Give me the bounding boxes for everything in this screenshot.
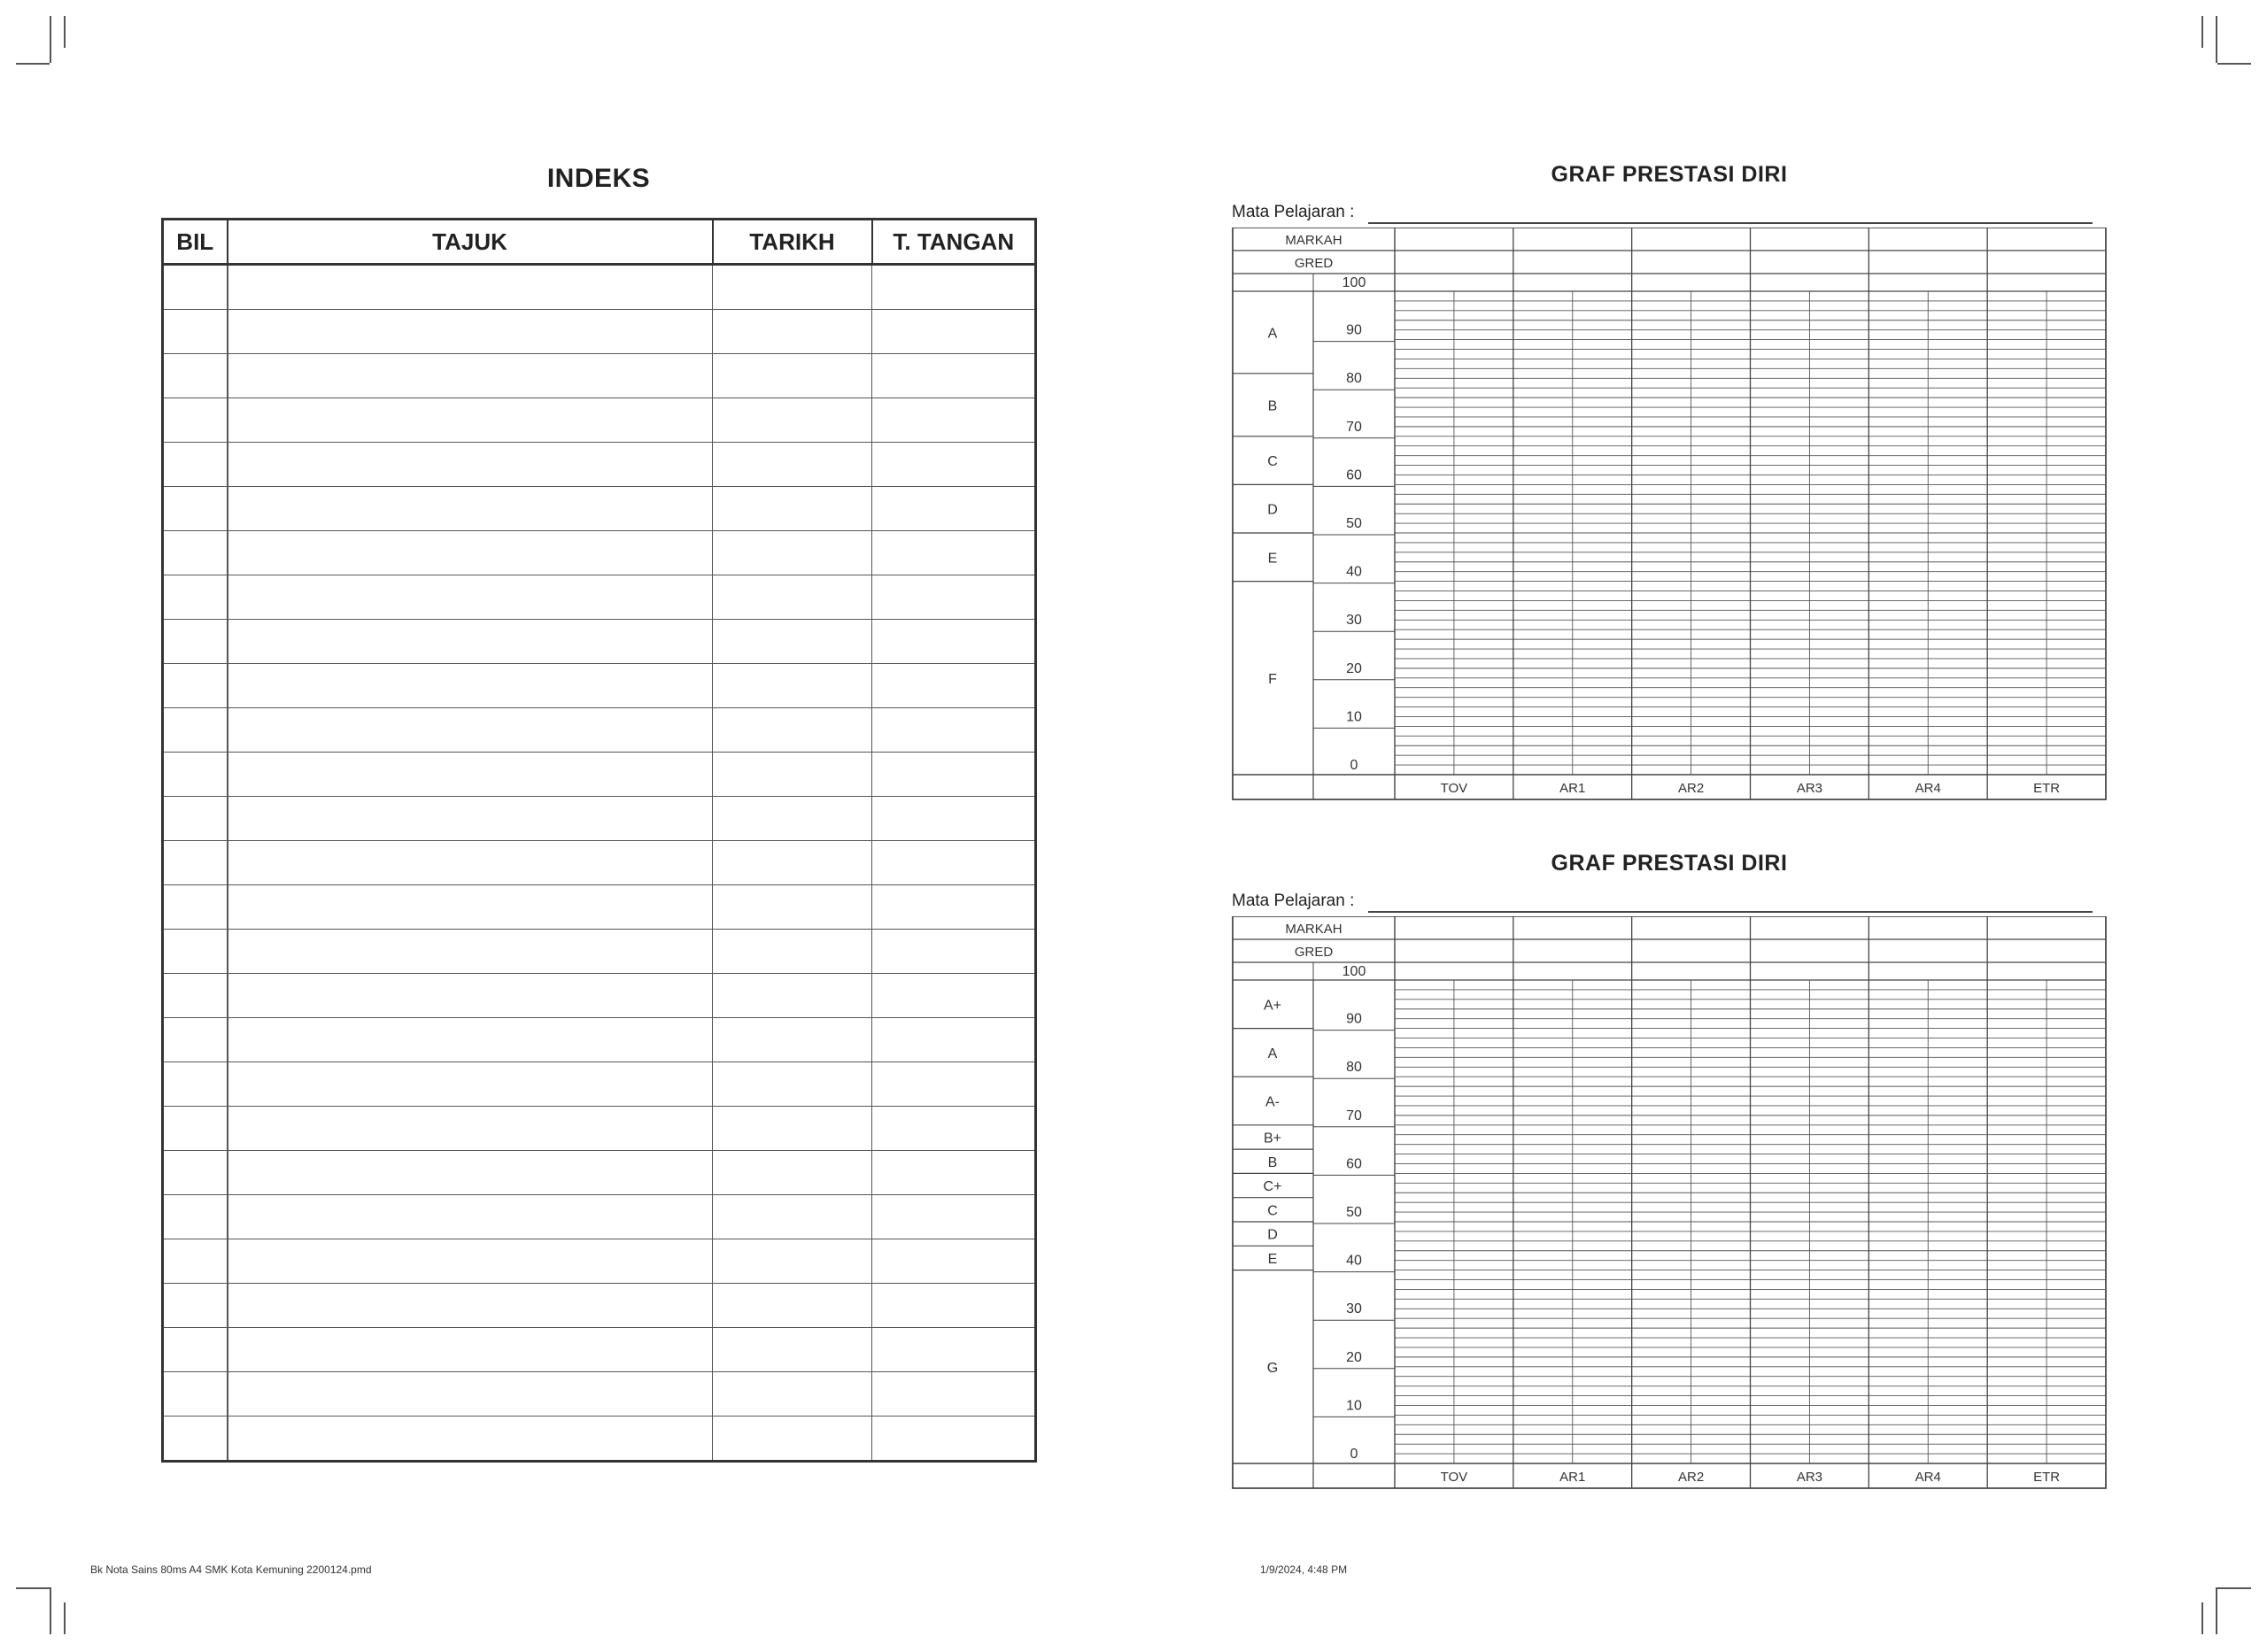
index-header-row	[163, 220, 1036, 265]
grade-label: G	[1266, 1360, 1279, 1376]
index-row	[163, 531, 1036, 575]
graph-title: GRAF PRESTASI DIRI	[1551, 162, 1788, 187]
tajuk-cell[interactable]	[228, 930, 713, 974]
graph-panel-2	[1232, 851, 2107, 1497]
tandatangan-cell[interactable]	[872, 1284, 1036, 1328]
crop-mark	[2216, 16, 2217, 63]
scale-value: 30	[1346, 613, 1362, 629]
tandatangan-cell[interactable]	[872, 1018, 1036, 1062]
markah-input-cell[interactable]	[1513, 916, 1632, 939]
bil-cell[interactable]	[163, 1151, 228, 1195]
tajuk-cell[interactable]	[228, 1239, 713, 1284]
index-row	[163, 1372, 1036, 1417]
bil-cell[interactable]	[163, 753, 228, 797]
grade-label: A-	[1265, 1094, 1280, 1110]
tarikh-cell[interactable]	[713, 1195, 872, 1239]
subject-input-line[interactable]	[1368, 222, 2093, 224]
column-label: AR3	[1796, 781, 1823, 796]
column-label: ETR	[2033, 781, 2061, 796]
tajuk-cell[interactable]	[228, 354, 713, 398]
bil-cell[interactable]	[163, 620, 228, 664]
markah-input-cell[interactable]	[1513, 228, 1632, 251]
column-label: AR1	[1559, 781, 1586, 796]
tarikh-cell[interactable]	[713, 1062, 872, 1107]
tajuk-cell[interactable]	[228, 575, 713, 620]
tarikh-cell[interactable]	[713, 708, 872, 753]
tajuk-cell[interactable]	[228, 664, 713, 708]
tajuk-cell[interactable]	[228, 797, 713, 841]
scale-value: 60	[1346, 1156, 1362, 1172]
tarikh-cell[interactable]	[713, 575, 872, 620]
crop-mark	[64, 1602, 66, 1634]
scale-value: 0	[1350, 758, 1358, 773]
column-label: AR2	[1677, 781, 1705, 796]
scale-value: 50	[1346, 1205, 1362, 1220]
tarikh-cell[interactable]	[713, 753, 872, 797]
crop-mark	[50, 16, 51, 63]
tandatangan-cell[interactable]	[872, 930, 1036, 974]
tarikh-cell[interactable]	[713, 930, 872, 974]
crop-mark	[2201, 16, 2203, 48]
tandatangan-cell[interactable]	[872, 487, 1036, 531]
bil-cell[interactable]	[163, 1195, 228, 1239]
bil-cell[interactable]	[163, 797, 228, 841]
column-label: ETR	[2033, 1470, 2061, 1485]
subject-input-line[interactable]	[1368, 911, 2093, 913]
column-label: TOV	[1440, 1470, 1468, 1485]
markah-input-cell[interactable]	[1869, 228, 1987, 251]
tajuk-cell[interactable]	[228, 885, 713, 930]
gred-input-cell[interactable]	[1751, 939, 1869, 962]
tajuk-cell[interactable]	[228, 1328, 713, 1372]
grade-label: F	[1268, 671, 1277, 687]
bil-cell[interactable]	[163, 1239, 228, 1284]
scale-value: 10	[1346, 709, 1362, 725]
tandatangan-cell[interactable]	[872, 310, 1036, 354]
grade-label: E	[1267, 551, 1278, 567]
index-row	[163, 708, 1036, 753]
index-row	[163, 753, 1036, 797]
bil-cell[interactable]	[163, 531, 228, 575]
index-title: INDEKS	[546, 164, 651, 193]
scale-value: 90	[1346, 1011, 1362, 1027]
tajuk-cell[interactable]	[228, 1151, 713, 1195]
header-bil: BIL	[163, 220, 228, 265]
tandatangan-cell[interactable]	[872, 620, 1036, 664]
tandatangan-cell[interactable]	[872, 974, 1036, 1018]
tandatangan-cell[interactable]	[872, 664, 1036, 708]
grade-label: B+	[1263, 1131, 1282, 1146]
tajuk-cell[interactable]	[228, 398, 713, 443]
tarikh-cell[interactable]	[713, 1372, 872, 1417]
markah-input-cell[interactable]	[1987, 916, 2106, 939]
tajuk-cell[interactable]	[228, 1107, 713, 1151]
index-row	[163, 354, 1036, 398]
tajuk-cell[interactable]	[228, 708, 713, 753]
tandatangan-cell[interactable]	[872, 398, 1036, 443]
tandatangan-cell[interactable]	[872, 885, 1036, 930]
tajuk-cell[interactable]	[228, 531, 713, 575]
index-row	[163, 841, 1036, 885]
tajuk-cell[interactable]	[228, 1417, 713, 1462]
grade-label: C	[1267, 454, 1278, 470]
bil-cell[interactable]	[163, 930, 228, 974]
tarikh-cell[interactable]	[713, 797, 872, 841]
tajuk-cell[interactable]	[228, 1284, 713, 1328]
tajuk-cell[interactable]	[228, 1062, 713, 1107]
tarikh-cell[interactable]	[713, 1107, 872, 1151]
tandatangan-cell[interactable]	[872, 1239, 1036, 1284]
bil-cell[interactable]	[163, 974, 228, 1018]
tajuk-cell[interactable]	[228, 443, 713, 487]
grade-label: B	[1267, 398, 1278, 414]
gred-input-cell[interactable]	[1869, 939, 1987, 962]
bil-cell[interactable]	[163, 1417, 228, 1462]
gred-input-cell[interactable]	[1987, 939, 2106, 962]
markah-input-cell[interactable]	[1395, 228, 1513, 251]
footer-timestamp: 1/9/2024, 4:48 PM	[1260, 1563, 1348, 1576]
markah-input-cell[interactable]	[1987, 228, 2106, 251]
tarikh-cell[interactable]	[713, 354, 872, 398]
bil-cell[interactable]	[163, 265, 228, 310]
grade-label: E	[1267, 1251, 1278, 1267]
tarikh-cell[interactable]	[713, 974, 872, 1018]
tandatangan-cell[interactable]	[872, 797, 1036, 841]
tarikh-cell[interactable]	[713, 398, 872, 443]
gred-input-cell[interactable]	[1395, 251, 1513, 274]
crop-mark	[50, 1587, 51, 1634]
header-tajuk: TAJUK	[228, 220, 713, 265]
gred-input-cell[interactable]	[1513, 251, 1632, 274]
tajuk-cell[interactable]	[228, 265, 713, 310]
markah-input-cell[interactable]	[1395, 916, 1513, 939]
index-row	[163, 974, 1036, 1018]
scale-value: 60	[1346, 467, 1362, 483]
scale-value: 70	[1346, 419, 1362, 435]
tarikh-cell[interactable]	[713, 487, 872, 531]
tajuk-cell[interactable]	[228, 1195, 713, 1239]
tarikh-cell[interactable]	[713, 1284, 872, 1328]
index-table	[161, 218, 1037, 1463]
markah-input-cell[interactable]	[1869, 916, 1987, 939]
scale-value: 100	[1342, 964, 1366, 979]
index-row	[163, 310, 1036, 354]
tarikh-cell[interactable]	[713, 531, 872, 575]
column-label: AR4	[1915, 1470, 1941, 1485]
tajuk-cell[interactable]	[228, 753, 713, 797]
tarikh-cell[interactable]	[713, 1328, 872, 1372]
column-label: AR2	[1677, 1470, 1705, 1485]
bil-cell[interactable]	[163, 575, 228, 620]
index-row	[163, 443, 1036, 487]
tandatangan-cell[interactable]	[872, 1195, 1036, 1239]
gred-input-cell[interactable]	[1632, 251, 1751, 274]
grade-label: B	[1267, 1154, 1278, 1170]
tandatangan-cell[interactable]	[872, 354, 1036, 398]
tarikh-cell[interactable]	[713, 1018, 872, 1062]
tarikh-cell[interactable]	[713, 620, 872, 664]
bil-cell[interactable]	[163, 1062, 228, 1107]
crop-mark	[16, 1587, 50, 1589]
gred-label: GRED	[1294, 945, 1334, 960]
crop-mark	[2217, 63, 2251, 65]
index-row	[163, 1328, 1036, 1372]
footer-filename: Bk Nota Sains 80ms A4 SMK Kota Kemuning 2200124.pmd	[90, 1563, 372, 1576]
index-row	[163, 885, 1036, 930]
crop-mark	[64, 16, 66, 48]
bil-cell[interactable]	[163, 841, 228, 885]
bil-cell[interactable]	[163, 310, 228, 354]
gred-input-cell[interactable]	[1751, 251, 1869, 274]
gred-label: GRED	[1294, 256, 1334, 271]
markah-label: MARKAH	[1285, 922, 1342, 937]
bil-cell[interactable]	[163, 664, 228, 708]
tajuk-cell[interactable]	[228, 1018, 713, 1062]
grade-label: D	[1267, 502, 1278, 518]
tandatangan-cell[interactable]	[872, 443, 1036, 487]
crop-mark	[2216, 1587, 2217, 1634]
bil-cell[interactable]	[163, 354, 228, 398]
grade-label: C	[1267, 1203, 1278, 1219]
index-row	[163, 487, 1036, 531]
tarikh-cell[interactable]	[713, 265, 872, 310]
graph-panel-1	[1232, 162, 2107, 808]
index-row	[163, 930, 1036, 974]
bil-cell[interactable]	[163, 1107, 228, 1151]
index-row	[163, 265, 1036, 310]
tarikh-cell[interactable]	[713, 885, 872, 930]
tarikh-cell[interactable]	[713, 443, 872, 487]
tajuk-cell[interactable]	[228, 974, 713, 1018]
gred-input-cell[interactable]	[1987, 251, 2106, 274]
scale-value: 20	[1346, 1349, 1362, 1365]
scale-value: 0	[1350, 1447, 1358, 1462]
performance-grid-1	[1232, 228, 2107, 803]
markah-input-cell[interactable]	[1632, 228, 1751, 251]
bil-cell[interactable]	[163, 708, 228, 753]
tarikh-cell[interactable]	[713, 1239, 872, 1284]
column-label: AR3	[1796, 1470, 1823, 1485]
scale-value: 80	[1346, 371, 1362, 387]
scale-value: 40	[1346, 1253, 1362, 1269]
index-row	[163, 620, 1036, 664]
index-row	[163, 575, 1036, 620]
tandatangan-cell[interactable]	[872, 265, 1036, 310]
tajuk-cell[interactable]	[228, 487, 713, 531]
crop-mark	[2217, 1587, 2251, 1589]
tajuk-cell[interactable]	[228, 1372, 713, 1417]
index-row	[163, 398, 1036, 443]
grade-label: A	[1267, 1046, 1278, 1061]
bil-cell[interactable]	[163, 443, 228, 487]
tandatangan-cell[interactable]	[872, 1062, 1036, 1107]
scale-value: 100	[1342, 275, 1366, 290]
index-row	[163, 1018, 1036, 1062]
scale-value: 20	[1346, 660, 1362, 676]
gred-input-cell[interactable]	[1869, 251, 1987, 274]
scale-value: 30	[1346, 1301, 1362, 1317]
gred-input-cell[interactable]	[1632, 939, 1751, 962]
subject-label: Mata Pelajaran :	[1232, 203, 1355, 221]
tarikh-cell[interactable]	[713, 1151, 872, 1195]
grade-label: D	[1267, 1227, 1278, 1243]
tandatangan-cell[interactable]	[872, 1372, 1036, 1417]
header-tandatangan: T. TANGAN	[872, 220, 1036, 265]
index-row	[163, 1239, 1036, 1284]
bil-cell[interactable]	[163, 885, 228, 930]
bil-cell[interactable]	[163, 1284, 228, 1328]
tandatangan-cell[interactable]	[872, 531, 1036, 575]
gred-input-cell[interactable]	[1395, 939, 1513, 962]
index-row	[163, 1151, 1036, 1195]
scale-value: 40	[1346, 564, 1362, 580]
bil-cell[interactable]	[163, 1372, 228, 1417]
column-label: TOV	[1440, 781, 1468, 796]
tandatangan-cell[interactable]	[872, 1417, 1036, 1462]
tajuk-cell[interactable]	[228, 841, 713, 885]
tajuk-cell[interactable]	[228, 620, 713, 664]
tandatangan-cell[interactable]	[872, 1328, 1036, 1372]
tarikh-cell[interactable]	[713, 841, 872, 885]
index-row	[163, 664, 1036, 708]
crop-mark	[2201, 1602, 2203, 1634]
crop-mark	[16, 63, 50, 65]
tajuk-cell[interactable]	[228, 310, 713, 354]
grade-label: C+	[1263, 1179, 1282, 1195]
index-row	[163, 1062, 1036, 1107]
markah-input-cell[interactable]	[1632, 916, 1751, 939]
scale-value: 50	[1346, 516, 1362, 531]
markah-input-cell[interactable]	[1751, 916, 1869, 939]
graph-title: GRAF PRESTASI DIRI	[1551, 851, 1788, 876]
tandatangan-cell[interactable]	[872, 841, 1036, 885]
bil-cell[interactable]	[163, 398, 228, 443]
tarikh-cell[interactable]	[713, 664, 872, 708]
bil-cell[interactable]	[163, 1018, 228, 1062]
tandatangan-cell[interactable]	[872, 1151, 1036, 1195]
tandatangan-cell[interactable]	[872, 708, 1036, 753]
tandatangan-cell[interactable]	[872, 1107, 1036, 1151]
index-row	[163, 1107, 1036, 1151]
index-body	[163, 265, 1036, 1462]
header-tarikh: TARIKH	[713, 220, 872, 265]
scale-value: 90	[1346, 322, 1362, 338]
column-label: AR4	[1915, 781, 1941, 796]
index-row	[163, 797, 1036, 841]
index-row	[163, 1195, 1036, 1239]
tandatangan-cell[interactable]	[872, 575, 1036, 620]
tarikh-cell[interactable]	[713, 310, 872, 354]
tandatangan-cell[interactable]	[872, 753, 1036, 797]
gred-input-cell[interactable]	[1513, 939, 1632, 962]
subject-label: Mata Pelajaran :	[1232, 892, 1355, 910]
scale-value: 80	[1346, 1060, 1362, 1076]
tarikh-cell[interactable]	[713, 1417, 872, 1462]
bil-cell[interactable]	[163, 487, 228, 531]
markah-label: MARKAH	[1285, 233, 1342, 248]
markah-input-cell[interactable]	[1751, 228, 1869, 251]
grade-label: A	[1267, 326, 1278, 342]
bil-cell[interactable]	[163, 1328, 228, 1372]
column-label: AR1	[1559, 1470, 1586, 1485]
performance-grid-2	[1232, 916, 2107, 1492]
scale-value: 70	[1346, 1108, 1362, 1123]
scale-value: 10	[1346, 1398, 1362, 1414]
index-row	[163, 1284, 1036, 1328]
grade-label: A+	[1263, 998, 1282, 1014]
index-row	[163, 1417, 1036, 1462]
